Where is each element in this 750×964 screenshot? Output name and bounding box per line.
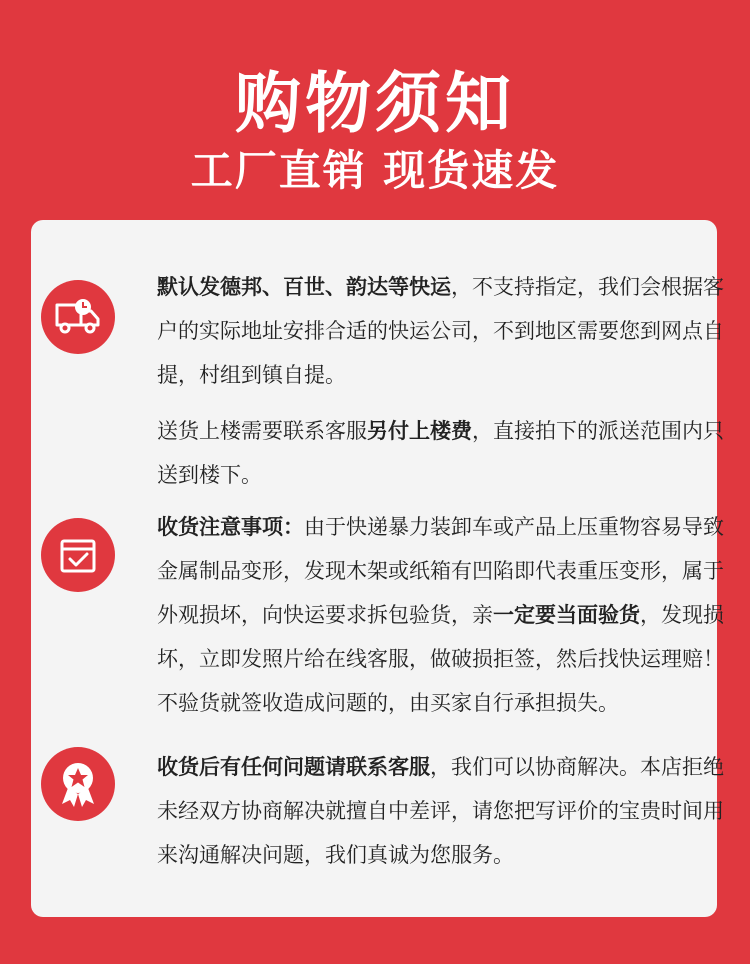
after-sales-text: ，我们可以协商解决。本店拒绝未经双方协商解决就擅自中差评，请您把写评价的宝贵时间用来沟通解决问题，我们真诚为您服务。 bbox=[157, 755, 724, 867]
page-title: 购物须知 bbox=[235, 65, 515, 142]
receiving-notice-text-2: ，发现损坏，立即发照片给在线客服，做破损拒签，然后找快运理赔！不验货就签收造成问题的，由买家自行承担损失。 bbox=[157, 603, 724, 715]
after-sales-note bbox=[157, 745, 725, 877]
receiving-notice-heading: 收货注意事项： bbox=[157, 515, 304, 539]
receiving-notice-text: 由于快递暴力装卸车或产品上压重物容易导致金属制品变形，发现木架或纸箱有凹陷即代表重压变形，属于外观损坏，向快运要求拆包验货，亲 bbox=[157, 515, 724, 627]
receiving-notice bbox=[157, 505, 725, 725]
delivery-truck-icon bbox=[41, 280, 115, 354]
inspect-in-person-highlight: 一定要当面验货 bbox=[493, 603, 640, 627]
page-subtitle: 工厂直销 现货速发 bbox=[190, 146, 560, 195]
after-sales-highlight: 收货后有任何问题请联系客服 bbox=[157, 755, 430, 779]
calendar-check-icon bbox=[41, 518, 115, 592]
upstairs-fee-highlight: 另付上楼费 bbox=[367, 419, 472, 443]
upstairs-delivery-text: 送货上楼需要联系客服 bbox=[157, 419, 367, 443]
award-badge-icon bbox=[41, 747, 115, 821]
shipping-carrier-highlight: 默认发德邦、百世、韵达等快运 bbox=[157, 275, 451, 299]
shipping-carrier-note bbox=[157, 265, 725, 397]
upstairs-delivery-text-2: ，直接拍下的派送范围内只送到楼下。 bbox=[157, 419, 724, 487]
notice-card bbox=[31, 220, 724, 917]
upstairs-delivery-note bbox=[157, 409, 725, 497]
shipping-carrier-text: ，不支持指定，我们会根据客户的实际地址安排合适的快运公司，不到地区需要您到网点自提，村组到镇自提。 bbox=[157, 275, 724, 387]
